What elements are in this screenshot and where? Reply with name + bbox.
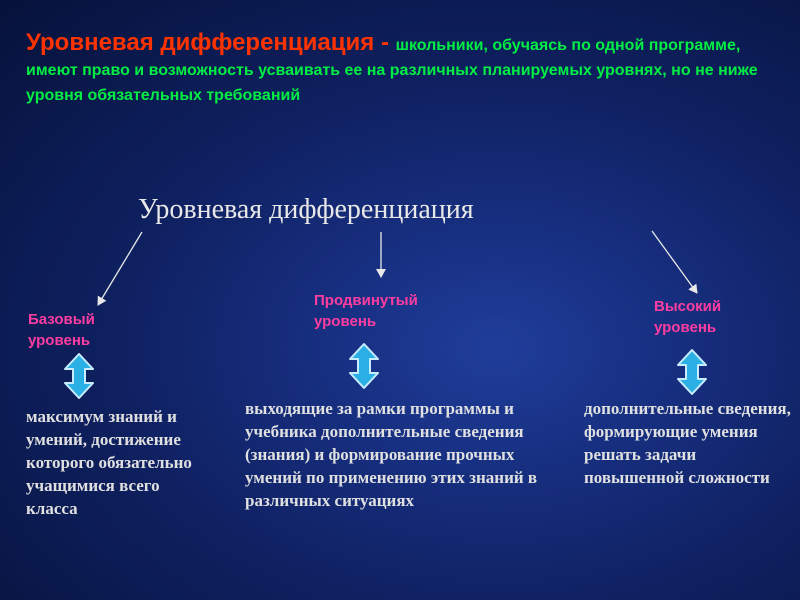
double-arrow-icon-basic <box>65 354 93 398</box>
level-description-basic: максимум знаний и умений, достижение которого обязательно учащимися всего класса <box>26 407 192 518</box>
diagram-title: Уровневая дифференциация <box>138 194 474 225</box>
level-description-advanced: выходящие за рамки программы и учебника дополнительные сведения (знания) и формирование прочных умений по применению этих знаний в различных ситуациях <box>245 399 538 510</box>
arrow-to-high-level <box>652 231 697 293</box>
level-title-high: Высокий уровень <box>654 298 722 336</box>
level-description-high: дополнительные сведения, формирующие умения решать задачи повышенной сложности <box>584 399 791 487</box>
double-arrow-icon-high <box>678 350 706 394</box>
double-arrow-icon-advanced <box>350 344 378 388</box>
definition-text: школьники, обучаясь по одной программе, имеют право и возможность усваивать ее на различных планируемых уровнях, но не ниже уровня обязательных требований <box>26 37 758 104</box>
definition-dash: - <box>374 29 396 56</box>
level-title-advanced: Продвинутый уровень <box>314 292 418 330</box>
arrow-to-basic-level <box>98 232 142 305</box>
definition-term: Уровневая дифференциация <box>26 29 375 56</box>
level-title-basic: Базовый уровень <box>28 311 95 349</box>
